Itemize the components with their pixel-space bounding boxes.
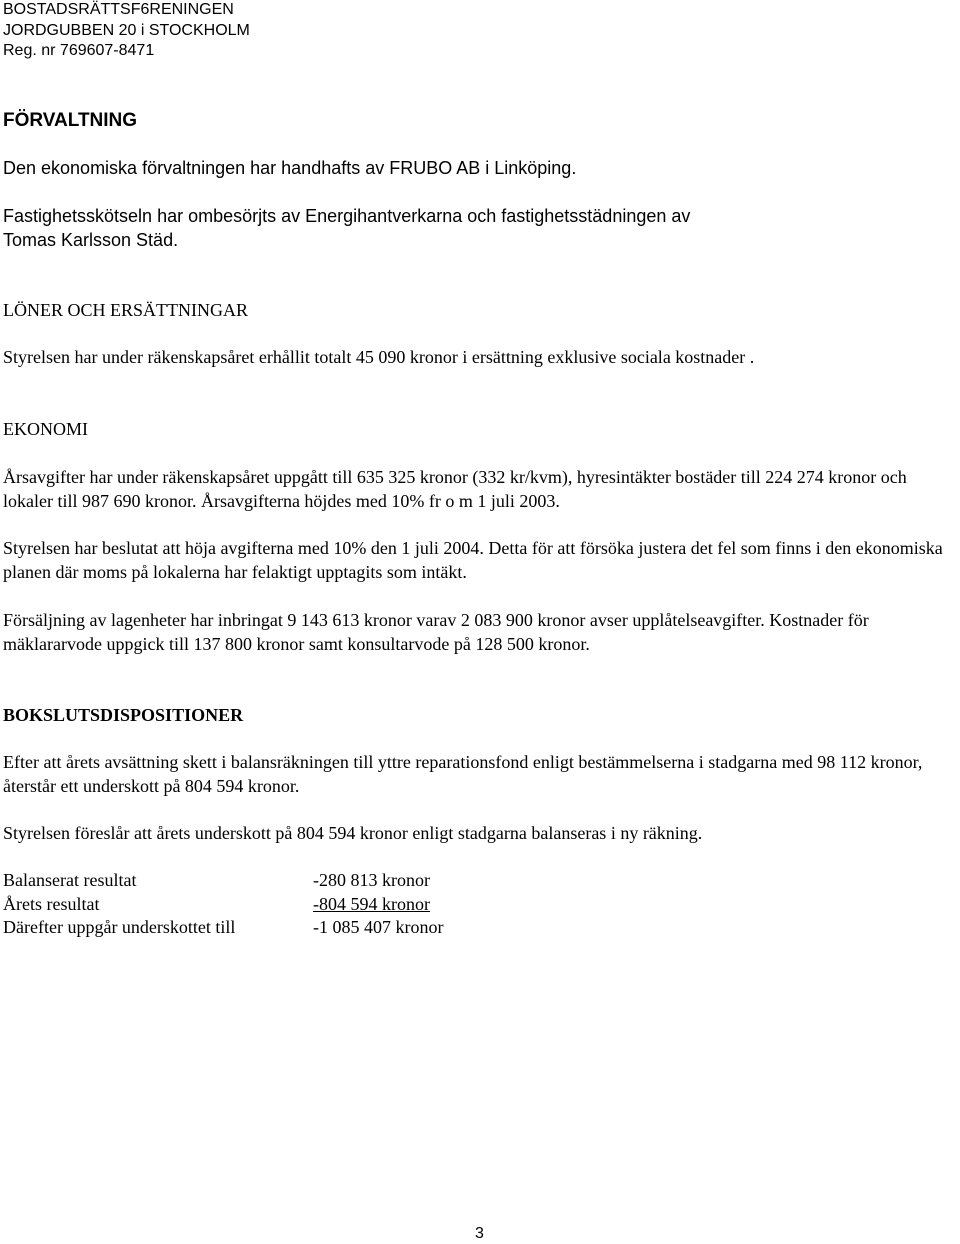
paragraph-ekonomi-3: Försäljning av lagenheter har inbringat 9 143 613 kronor varav 2 083 900 kronor avser upplåtelseavgifter. Kostnader för mäklararvode uppgick till 137 800 kronor samt konsultarvode på 128 500 kronor.	[3, 610, 869, 654]
document-header	[3, 0, 250, 62]
table-row	[3, 893, 443, 917]
paragraph-forvaltning-1: Den ekonomiska förvaltningen har handhafts av FRUBO AB i Linköping.	[3, 158, 577, 178]
paragraph-forvaltning-2: Fastighetsskötseln har ombesörjts av Energihantverkarna och fastighetsstädningen av Tomas Karlsson Städ.	[3, 206, 691, 250]
association-location: JORDGUBBEN 20 i STOCKHOLM	[3, 21, 250, 39]
paragraph-bokslut-1: Efter att årets avsättning skett i balansräkningen till yttre reparationsfond enligt bestämmelserna i stadgarna med 98 112 kronor, återstår ett underskott på 804 594 kronor.	[3, 752, 923, 796]
page-number: 3	[475, 1225, 484, 1242]
result-value: -804 594 kronor	[313, 893, 430, 914]
paragraph-ekonomi-2: Styrelsen har beslutat att höja avgifterna med 10% den 1 juli 2004. Detta för att försöka justera det fel som finns i den ekonomiska planen där moms på lokalerna har felaktigt upptagits som intäkt.	[3, 538, 943, 582]
result-value: -280 813 kronor	[313, 870, 430, 890]
table-row	[3, 916, 443, 940]
table-row	[3, 869, 443, 893]
heading-forvaltning: FÖRVALTNING	[3, 110, 138, 131]
association-name: BOSTADSRÄTTSF6RENINGEN	[3, 1, 234, 18]
registration-number: Reg. nr 769607-8471	[3, 42, 155, 59]
heading-bokslutsdispositioner: BOKSLUTSDISPOSITIONER	[3, 705, 244, 725]
paragraph-loner-1: Styrelsen har under räkenskapsåret erhållit totalt 45 090 kronor i ersättning exklusive sociala kostnader .	[3, 347, 755, 367]
result-table	[3, 869, 443, 940]
result-label: Balanserat resultat	[3, 870, 137, 890]
result-value: -1 085 407 kronor	[313, 917, 444, 937]
heading-loner: LÖNER OCH ERSÄTTNINGAR	[3, 300, 248, 320]
result-label: Årets resultat	[3, 893, 100, 914]
heading-ekonomi: EKONOMI	[3, 419, 88, 439]
result-label: Därefter uppgår underskottet till	[3, 917, 236, 937]
paragraph-bokslut-2: Styrelsen föreslår att årets underskott på 804 594 kronor enligt stadgarna balanseras i ny räkning.	[3, 823, 703, 843]
paragraph-ekonomi-1: Årsavgifter har under räkenskapsåret uppgått till 635 325 kronor (332 kr/kvm), hyresintäkter bostäder till 224 274 kronor och lokaler till 987 690 kronor. Årsavgifterna höjdes med 10% fr o m 1 juli 2003.	[3, 467, 907, 511]
